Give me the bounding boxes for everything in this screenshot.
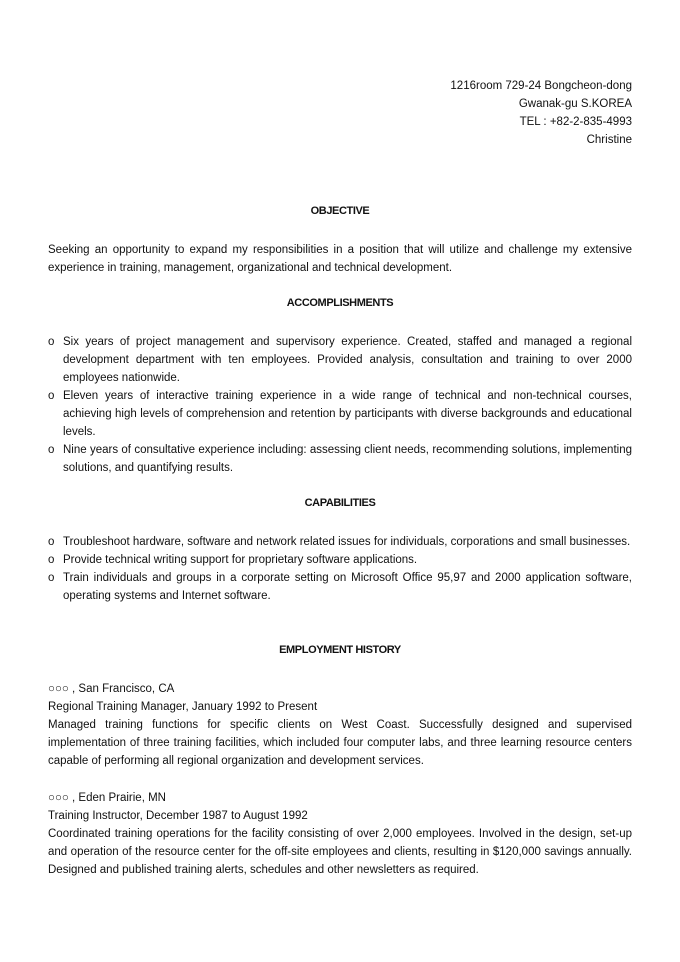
item-text: Eleven years of interactive training experience in a wide range of technical and non-technical courses, achieving high levels of comprehension and retention by participants with diverse backgrounds and educational levels. xyxy=(63,390,632,438)
item-text: Troubleshoot hardware, software and network related issues for individuals, corporations and small businesses. xyxy=(63,536,631,548)
item-text: Provide technical writing support for proprietary software applications. xyxy=(63,554,418,566)
accomplishments-heading: ACCOMPLISHMENTS xyxy=(286,297,394,309)
bullet: o xyxy=(48,536,55,548)
address-line-1: 1216room 729-24 Bongcheon-dong xyxy=(450,80,632,92)
objective-text: Seeking an opportunity to expand my responsibilities in a position that will utilize and challenge my extensive experience in training, management, organizational and technical development. xyxy=(48,244,632,274)
list-item xyxy=(48,551,632,569)
list-item xyxy=(48,569,632,605)
objective-heading: OBJECTIVE xyxy=(310,205,370,217)
phone: TEL : +82-2-835-4993 xyxy=(519,116,632,128)
item-text: Six years of project management and supervisory experience. Created, staffed and managed a regional development department with ten employees. Provided analysis, consultation and training to over 2000 employees nationwide. xyxy=(63,336,632,384)
list-item xyxy=(48,533,632,551)
bullet: o xyxy=(48,444,55,456)
capabilities-list xyxy=(48,533,632,605)
contact-header xyxy=(450,77,632,149)
job-description: Managed training functions for specific clients on West Coast. Successfully designed and supervised implementation of three training facilities, which included four computer labs, and three learning resource centers capable of performing all regional organization and development services. xyxy=(48,719,632,767)
list-item xyxy=(48,441,632,477)
job-entry xyxy=(48,680,632,770)
job-entry xyxy=(48,789,632,879)
item-text: Nine years of consultative experience including: assessing client needs, recommending solutions, implementing solutions, and quantifying results. xyxy=(63,444,632,474)
job-role: Regional Training Manager, January 1992 to Present xyxy=(48,701,318,713)
bullet: o xyxy=(48,572,55,584)
job-company: ○○○ , San Francisco, CA xyxy=(48,683,175,695)
bullet: o xyxy=(48,554,55,566)
capabilities-heading: CAPABILITIES xyxy=(304,497,376,509)
accomplishments-list xyxy=(48,333,632,477)
applicant-name: Christine xyxy=(586,134,632,146)
job-description: Coordinated training operations for the facility consisting of over 2,000 employees. Involved in the design, set-up and operation of the resource center for the off-site employees and clients, resulting in $120,000 savings annually. Designed and published training alerts, schedules and other newsletters as required. xyxy=(48,828,632,876)
list-item xyxy=(48,333,632,387)
item-text: Train individuals and groups in a corporate setting on Microsoft Office 95,97 and 2000 application software, operating systems and Internet software. xyxy=(63,572,632,602)
job-role: Training Instructor, December 1987 to August 1992 xyxy=(48,810,308,822)
employment-heading: EMPLOYMENT HISTORY xyxy=(279,644,401,656)
address-line-2: Gwanak-gu S.KOREA xyxy=(518,98,632,110)
job-company: ○○○ , Eden Prairie, MN xyxy=(48,792,166,804)
bullet: o xyxy=(48,336,55,348)
bullet: o xyxy=(48,390,55,402)
list-item xyxy=(48,387,632,441)
